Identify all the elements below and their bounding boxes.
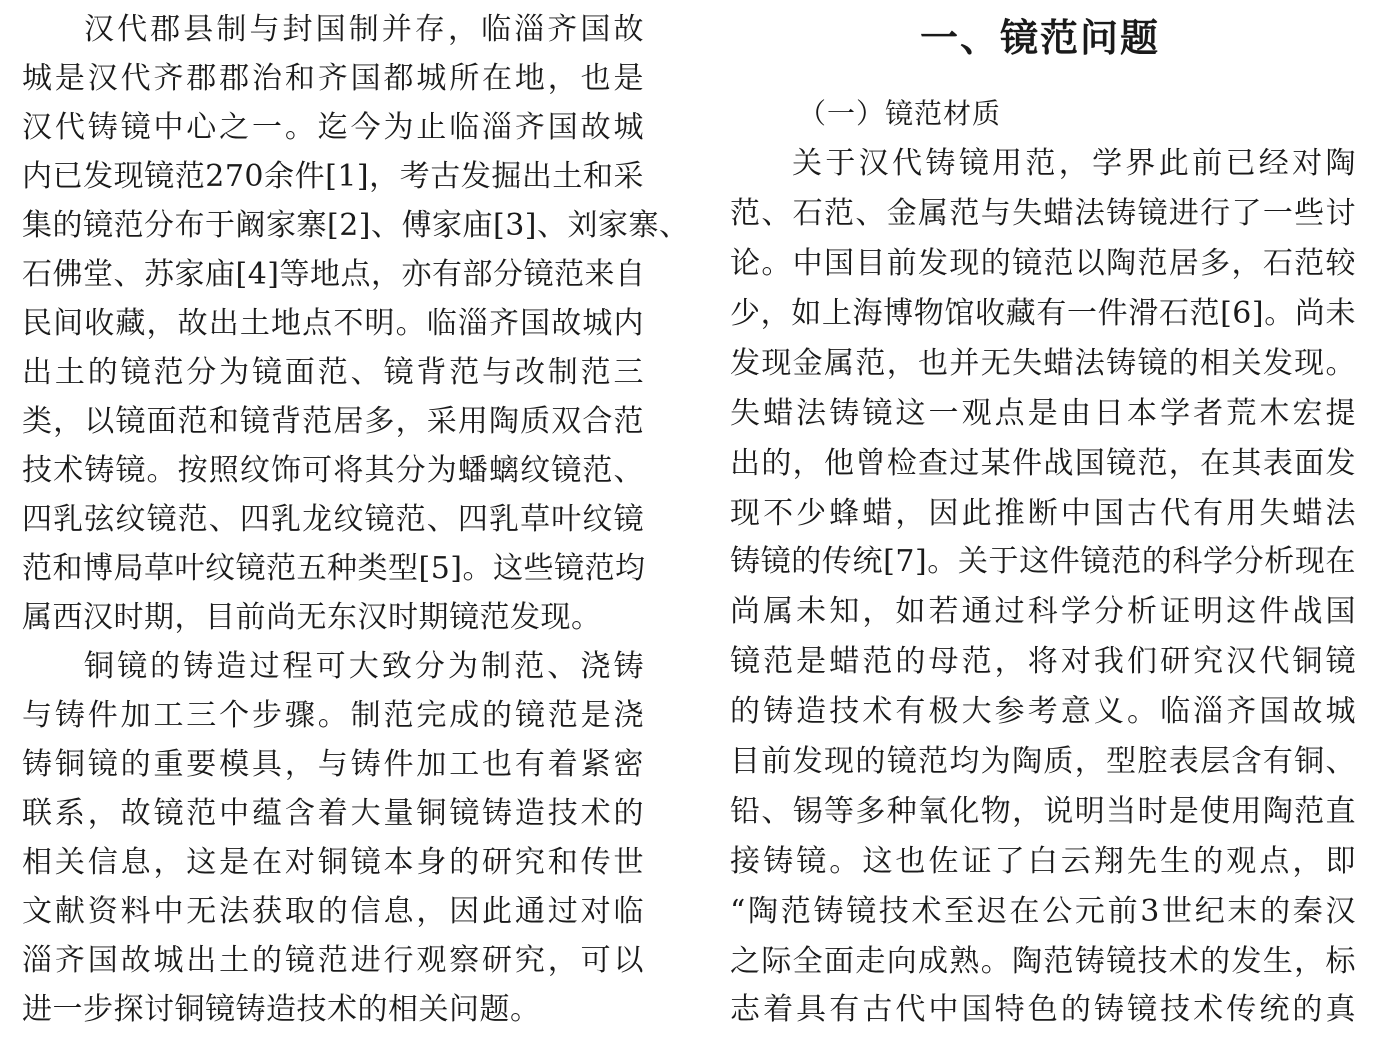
- paragraph-line: 类，以镜面范和镜背范居多，采用陶质双合范: [22, 404, 644, 439]
- paragraph-line: 接铸镜。这也佐证了白云翔先生的观点，即: [730, 844, 1356, 879]
- paragraph-line: 的铸造技术有极大参考意义。临淄齐国故城: [730, 694, 1356, 729]
- paragraph-line: 集的镜范分布于阚家寨[2]、傅家庙[3]、刘家寨、: [22, 208, 690, 243]
- paragraph-line: 文献资料中无法获取的信息，因此通过对临: [22, 894, 644, 929]
- paragraph-line: 汉代铸镜中心之一。迄今为止临淄齐国故城: [22, 110, 644, 145]
- paragraph-line: 四乳弦纹镜范、四乳龙纹镜范、四乳草叶纹镜: [22, 502, 644, 537]
- paragraph-line: 属西汉时期，目前尚无东汉时期镜范发现。: [22, 600, 602, 635]
- paragraph-line: 进一步探讨铜镜铸造技术的相关问题。: [22, 992, 541, 1027]
- paragraph-line: 相关信息，这是在对铜镜本身的研究和传世: [22, 845, 644, 880]
- paragraph-line: 出土的镜范分为镜面范、镜背范与改制范三: [22, 355, 644, 390]
- paragraph-line: 失蜡法铸镜这一观点是由日本学者荒木宏提: [730, 396, 1356, 431]
- paragraph-line: 民间收藏，故出土地点不明。临淄齐国故城内: [22, 306, 644, 341]
- section-heading: 一、镜范问题: [920, 16, 1161, 60]
- paragraph-line: 发现金属范，也并无失蜡法铸镜的相关发现。: [730, 346, 1356, 381]
- paragraph-line: 铸镜的传统[7]。关于这件镜范的科学分析现在: [730, 544, 1356, 579]
- paragraph-line: 范、石范、金属范与失蜡法铸镜进行了一些讨: [730, 196, 1356, 231]
- paragraph-line: 范和博局草叶纹镜范五种类型[5]。这些镜范均: [22, 551, 646, 586]
- paragraph-line: 目前发现的镜范均为陶质，型腔表层含有铜、: [730, 744, 1356, 779]
- paragraph-line: 石佛堂、苏家庙[4]等地点，亦有部分镜范来自: [22, 257, 646, 292]
- paragraph-line: 之际全面走向成熟。陶范铸镜技术的发生，标: [730, 944, 1356, 979]
- paragraph-line: 淄齐国故城出土的镜范进行观察研究，可以: [22, 943, 644, 978]
- paragraph-line: 铸铜镜的重要模具，与铸件加工也有着紧密: [22, 747, 644, 782]
- paragraph-line: 关于汉代铸镜用范，学界此前已经对陶: [792, 146, 1356, 181]
- subsection-heading: （一）镜范材质: [798, 97, 1002, 130]
- paragraph-line: 尚属未知，如若通过科学分析证明这件战国: [730, 594, 1356, 629]
- paragraph-line: 现不少蜂蜡，因此推断中国古代有用失蜡法: [730, 496, 1356, 531]
- paragraph-line: 内已发现镜范270余件[1]，考古发掘出土和采: [22, 159, 644, 194]
- paragraph-line: 城是汉代齐郡郡治和齐国都城所在地，也是: [22, 61, 644, 96]
- paragraph-line: 铅、锡等多种氧化物，说明当时是使用陶范直: [730, 794, 1356, 829]
- paragraph-line: 镜范是蜡范的母范，将对我们研究汉代铜镜: [730, 644, 1356, 679]
- paragraph-line: 论。中国目前发现的镜范以陶范居多，石范较: [730, 246, 1356, 281]
- paragraph-line: 联系，故镜范中蕴含着大量铜镜铸造技术的: [22, 796, 644, 831]
- paragraph-line: 技术铸镜。按照纹饰可将其分为蟠螭纹镜范、: [22, 453, 644, 488]
- paragraph-line: “陶范铸镜技术至迟在公元前3世纪末的秦汉: [730, 894, 1356, 929]
- paragraph-line: 志着具有古代中国特色的铸镜技术传统的真: [730, 992, 1356, 1027]
- paragraph-line: 铜镜的铸造过程可大致分为制范、浇铸: [84, 649, 644, 684]
- paragraph-line: 与铸件加工三个步骤。制范完成的镜范是浇: [22, 698, 644, 733]
- paragraph-line: 少，如上海博物馆收藏有一件滑石范[6]。尚未: [730, 296, 1356, 331]
- paragraph-line: 出的，他曾检查过某件战国镜范，在其表面发: [730, 446, 1356, 481]
- paragraph-line: 汉代郡县制与封国制并存，临淄齐国故: [84, 12, 644, 47]
